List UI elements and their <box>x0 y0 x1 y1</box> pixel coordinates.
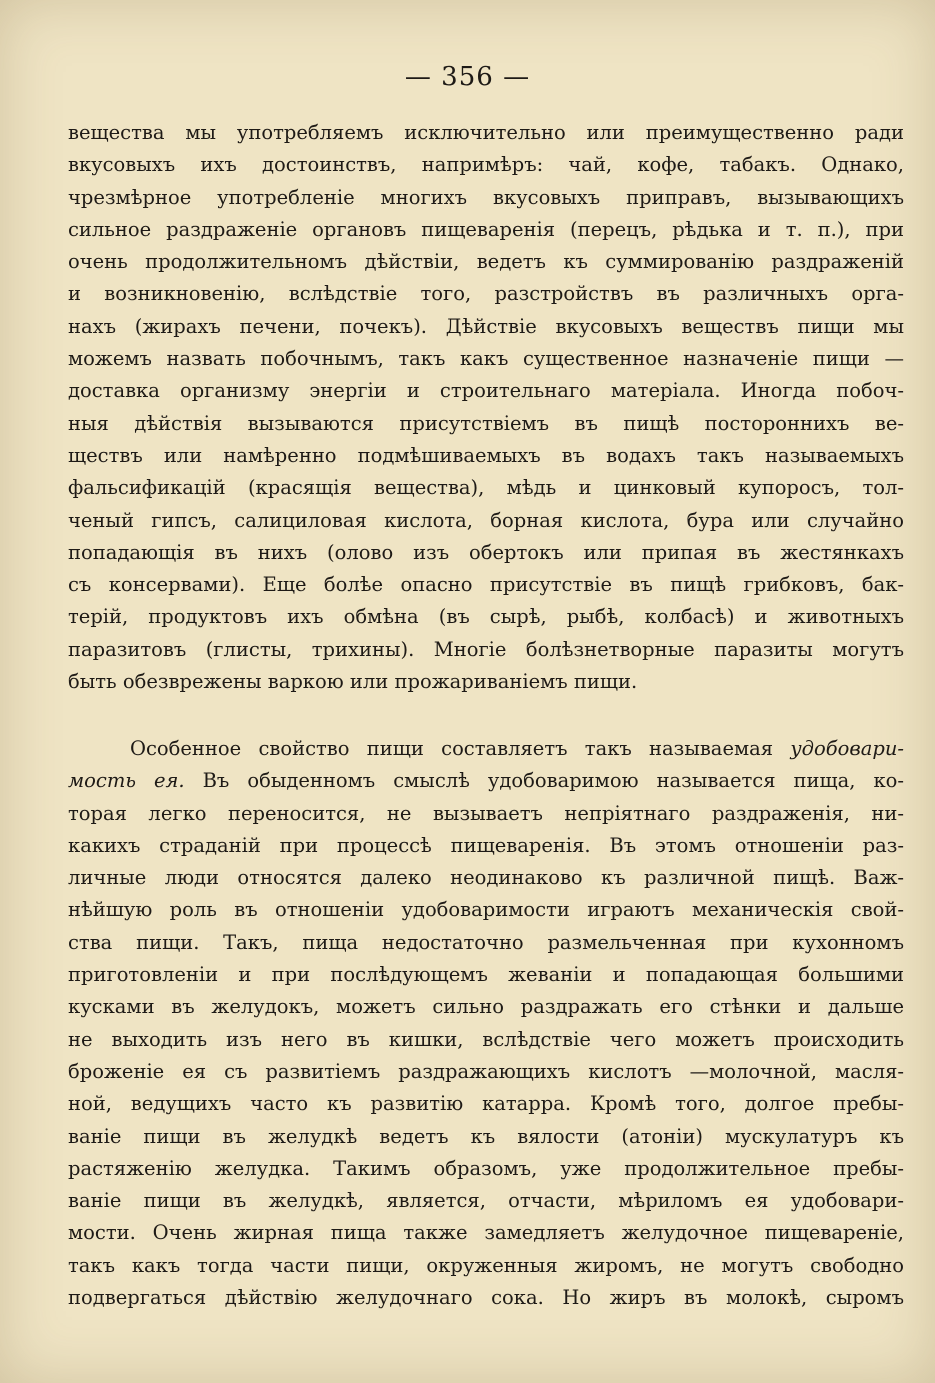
paragraph-2-second-line <box>68 765 904 797</box>
italic-term: удобовари- <box>790 737 904 760</box>
italic-term: мость ея. <box>68 769 185 793</box>
paragraph-1-line: попадающія въ нихъ (олово изъ обертокъ или припая въ жестянкахъ <box>68 540 904 564</box>
paragraph-2-line-text: Особенное свойство пищи составляетъ такъ называемая <box>130 737 791 760</box>
paragraph-2-line: растяженію желудка. Такимъ образомъ, уже продолжительное пребы- <box>68 1156 904 1180</box>
paragraph-2-line: броженіе ея съ развитіемъ раздражающихъ кислотъ —молочной, масля- <box>68 1059 904 1083</box>
paragraph-2 <box>68 733 904 1314</box>
paragraph-1 <box>68 117 904 698</box>
paragraph-1-line: сильное раздраженіе органовъ пищеваренія (перецъ, рѣдька и т. п.), при <box>68 217 904 241</box>
paragraph-1-line: ществъ или намѣренно подмѣшиваемыхъ въ водахъ такъ называемыхъ <box>68 443 904 467</box>
paragraph-2-line: ной, ведущихъ часто къ развитію катарра. Кромѣ того, долгое пребы- <box>68 1092 904 1116</box>
paragraph-2-line: кусками въ желудокъ, можетъ сильно раздражать его стѣнки и дальше <box>68 995 904 1019</box>
page-number: — 356 — <box>404 62 531 92</box>
paragraph-1-line: фальсификацій (красящія вещества), мѣдь и цинковый купоросъ, тол- <box>68 476 904 500</box>
paragraph-1-line: вещества мы употребляемъ исключительно или преимущественно ради <box>68 121 904 144</box>
paragraph-2-line: такъ какъ тогда части пищи, окруженныя жиромъ, не могутъ свободно <box>68 1253 904 1277</box>
paragraph-2-line: не выходить изъ него въ кишки, вслѣдствіе чего можетъ происходить <box>68 1027 904 1051</box>
paragraph-2-line: подвергаться дѣйствію желудочнаго сока. Но жиръ въ молокѣ, сыромъ <box>68 1286 904 1310</box>
paragraph-1-line: ченый гипсъ, салициловая кислота, борная кислота, бура или случайно <box>68 508 904 532</box>
paragraph-2-line: ства пищи. Такъ, пища недостаточно размельченная при кухонномъ <box>68 930 904 954</box>
paragraph-1-line: ныя дѣйствія вызываются присутствіемъ въ пищѣ постороннихъ ве- <box>68 411 904 435</box>
paragraph-2-line-text: Въ обыденномъ смыслѣ удобоваримою называется пища, ко- <box>184 769 904 793</box>
paragraph-2-line: ваніе пищи въ желудкѣ, является, отчасти, мѣриломъ ея удобовари- <box>68 1189 904 1213</box>
paragraph-1-line: нахъ (жирахъ печени, почекъ). Дѣйствіе вкусовыхъ веществъ пищи мы <box>68 314 904 338</box>
paragraph-1-line: доставка организму энергіи и строительнаго матеріала. Иногда побоч- <box>68 379 904 403</box>
paragraph-1-line: чрезмѣрное употребленіе многихъ вкусовыхъ приправъ, вызывающихъ <box>68 185 904 209</box>
paragraph-2-line: личные люди относятся далеко неодинаково къ различной пищѣ. Важ- <box>68 866 904 890</box>
paragraph-1-line: терій, продуктовъ ихъ обмѣна (въ сырѣ, рыбѣ, колбасѣ) и животныхъ <box>68 605 904 629</box>
paragraph-2-line: нѣйшую роль въ отношеніи удобоваримости играютъ механическія свой- <box>68 898 904 922</box>
paragraph-2-line: ваніе пищи въ желудкѣ ведетъ къ вялости (атоніи) мускулатуръ къ <box>68 1124 904 1148</box>
paragraph-1-line: съ консервами). Еще болѣе опасно присутствіе въ пищѣ грибковъ, бак- <box>68 573 904 597</box>
paragraph-1-line: и возникновенію, вслѣдствіе того, разстройствъ въ различныхъ орга- <box>68 282 904 306</box>
paragraph-2-line: мости. Очень жирная пища также замедляетъ желудочное пищевареніе, <box>68 1221 904 1245</box>
paragraph-1-line: вкусовыхъ ихъ достоинствъ, напримѣръ: чай, кофе, табакъ. Однако, <box>68 153 904 177</box>
paragraph-2-line: какихъ страданій при процессѣ пищеваренія. Въ этомъ отношеніи раз- <box>68 833 904 857</box>
paragraph-2-line: торая легко переносится, не вызываетъ непріятнаго раздраженія, ни- <box>68 801 904 825</box>
paragraph-2-line: приготовленіи и при послѣдующемъ жеваніи и попадающая большими <box>68 963 904 987</box>
paragraph-1-line: быть обезврежены варкою или прожариваніемъ пищи. <box>68 670 638 694</box>
paragraph-2-first-line <box>68 733 904 765</box>
paragraph-1-line: паразитовъ (глисты, трихины). Многіе болѣзнетворные паразиты могутъ <box>68 637 904 661</box>
paragraph-1-line: очень продолжительномъ дѣйствіи, ведетъ къ суммированію раздраженій <box>68 250 904 274</box>
paragraph-1-line: можемъ назвать побочнымъ, такъ какъ существенное назначеніе пищи — <box>68 347 904 371</box>
